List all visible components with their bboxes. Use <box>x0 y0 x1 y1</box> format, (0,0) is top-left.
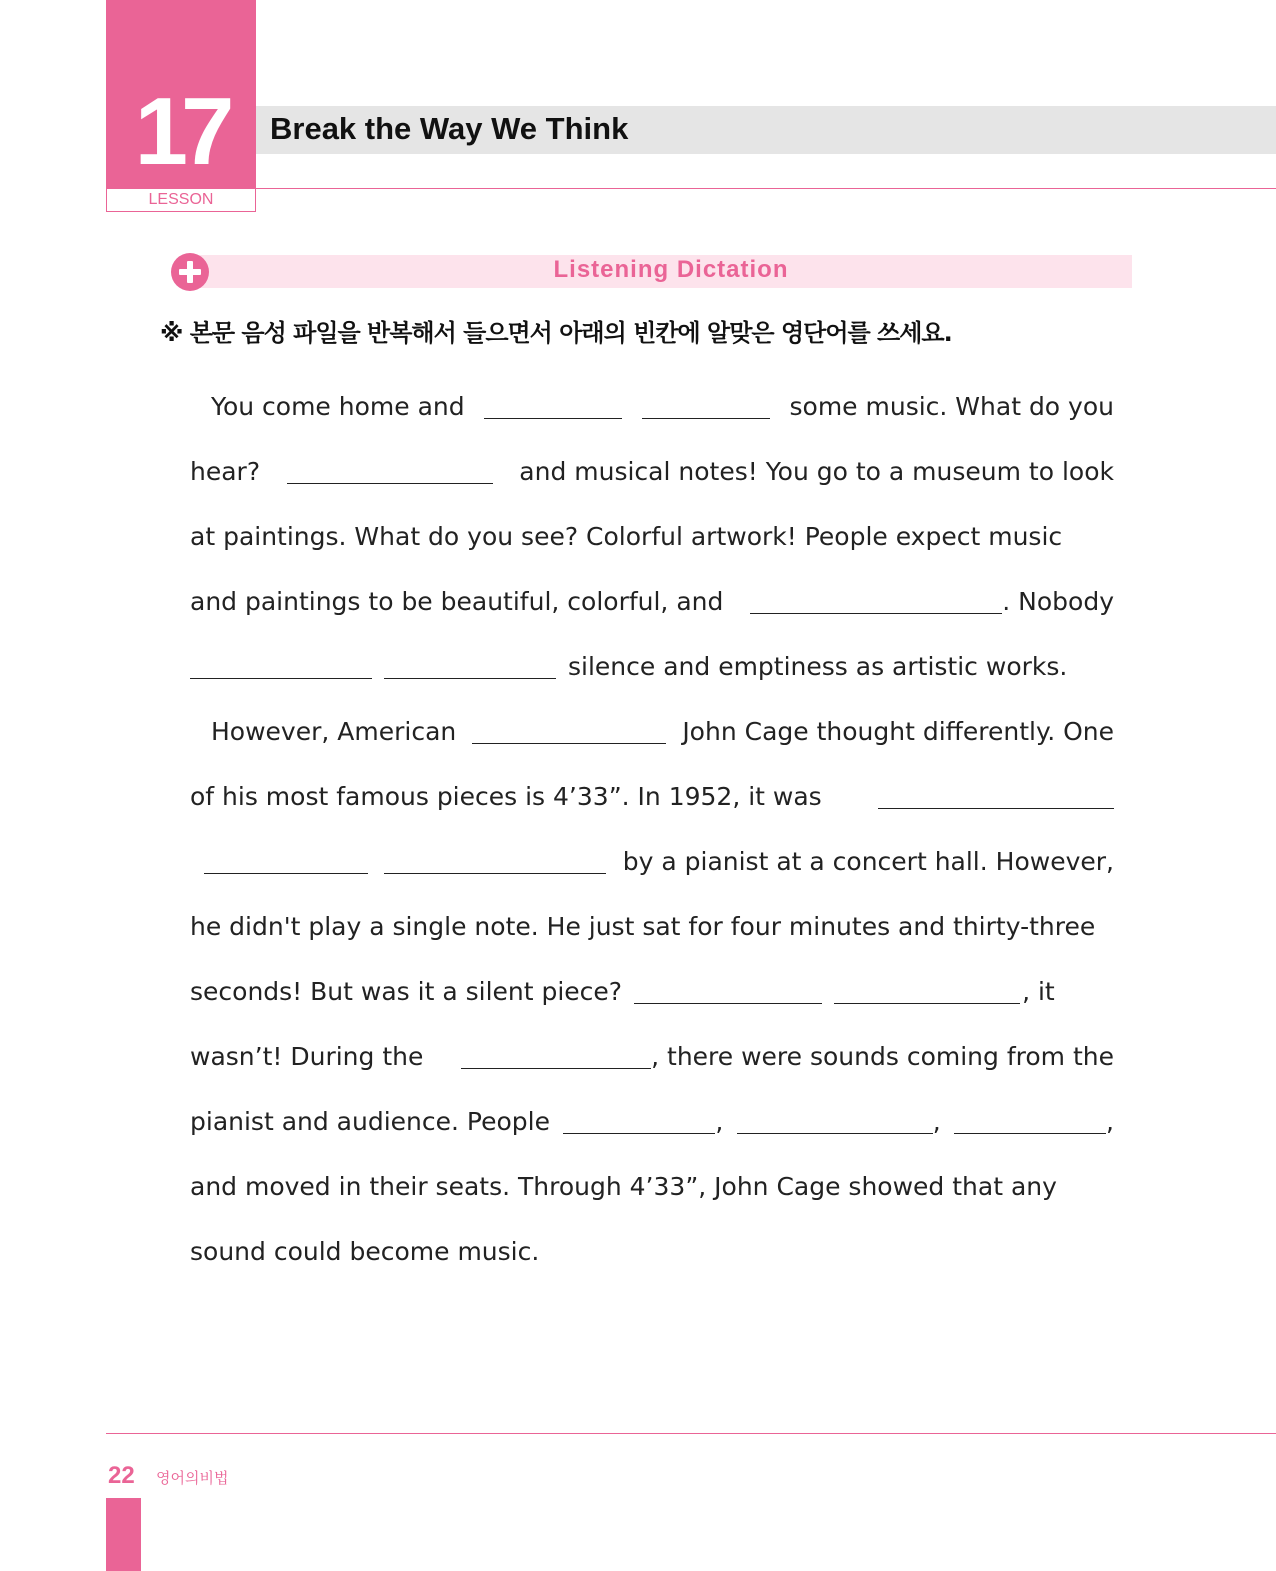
answer-blank[interactable] <box>472 743 666 744</box>
section-title: Listening Dictation <box>553 256 789 283</box>
footer-divider <box>106 1433 1276 1434</box>
answer-blank[interactable] <box>878 808 1114 809</box>
answer-blank[interactable] <box>384 873 606 874</box>
passage-text: and musical notes! You go to a museum to look <box>519 457 1114 486</box>
answer-blank[interactable] <box>204 873 368 874</box>
answer-blank[interactable] <box>190 678 372 679</box>
answer-blank[interactable] <box>484 418 622 419</box>
answer-blank[interactable] <box>461 1068 651 1069</box>
passage-line <box>204 838 1114 878</box>
passage-text: seconds! But was it a silent piece? <box>190 977 623 1006</box>
passage-text: , <box>715 1107 724 1136</box>
lesson-number: 17 <box>134 78 228 185</box>
answer-blank[interactable] <box>954 1133 1106 1134</box>
passage-text: and moved in their seats. Through 4’33”, John Cage showed that any <box>190 1172 1057 1201</box>
blank-group <box>461 1041 1114 1073</box>
answer-blank[interactable] <box>384 678 556 679</box>
passage-text: John Cage thought differently. One <box>682 717 1114 746</box>
blank-group <box>737 1106 941 1138</box>
answer-blank[interactable] <box>642 418 770 419</box>
passage-line <box>211 708 1114 748</box>
passage-text: silence and emptiness as artistic works. <box>568 652 1068 681</box>
title-divider <box>256 188 1276 189</box>
book-title: 영어의비법 <box>156 1469 229 1487</box>
instruction-text: ※ 본문 음성 파일을 반복해서 들으면서 아래의 빈칸에 알맞은 영단어를 쓰세요. <box>160 319 952 347</box>
passage-text: hear? <box>190 457 261 486</box>
passage-text: at paintings. What do you see? Colorful artwork! People expect music <box>190 522 1063 551</box>
passage-text: pianist and audience. People <box>190 1107 550 1136</box>
answer-blank[interactable] <box>287 483 493 484</box>
answer-blank[interactable] <box>634 1003 822 1004</box>
passage-line <box>190 968 1114 1008</box>
answer-blank[interactable] <box>750 613 1002 614</box>
passage-line <box>190 448 1114 488</box>
lesson-title: Break the Way We Think <box>270 111 629 146</box>
blank-group <box>954 1106 1114 1138</box>
passage-text: and paintings to be beautiful, colorful, and <box>190 587 724 616</box>
passage-line <box>190 903 1114 943</box>
passage-text: of his most famous pieces is 4’33”. In 1952, it was <box>190 782 822 811</box>
passage-text: . Nobody <box>1002 587 1114 616</box>
answer-blank[interactable] <box>834 1003 1020 1004</box>
passage-text: sound could become music. <box>190 1237 540 1266</box>
passage-line <box>190 1098 1114 1138</box>
passage-line <box>190 1228 1114 1268</box>
answer-blank[interactable] <box>737 1133 933 1134</box>
passage-line <box>190 643 1114 683</box>
passage-text: , there were sounds coming from the <box>651 1042 1114 1071</box>
passage-line <box>190 1163 1114 1203</box>
passage-text: , it <box>1022 977 1055 1006</box>
plus-circle-icon <box>171 253 209 291</box>
passage-text: some music. What do you <box>789 392 1114 421</box>
passage-text: You come home and <box>211 392 465 421</box>
passage-line <box>190 513 1114 553</box>
passage-text: he didn't play a single note. He just sat for four minutes and thirty-three <box>190 912 1096 941</box>
blank-group <box>834 976 1055 1008</box>
passage-text: wasn’t! During the <box>190 1042 424 1071</box>
answer-blank[interactable] <box>563 1133 715 1134</box>
blank-group <box>563 1106 723 1138</box>
passage-text: , <box>1106 1107 1114 1136</box>
lesson-badge <box>106 0 256 188</box>
blank-group <box>738 586 1114 618</box>
lesson-label: LESSON <box>106 188 256 212</box>
page-number: 22 <box>108 1462 135 1489</box>
passage-text: However, American <box>211 717 457 746</box>
passage-line <box>190 773 1114 813</box>
passage-line <box>190 1033 1114 1073</box>
passage-line <box>190 578 1114 618</box>
passage-text: , <box>932 1107 941 1136</box>
footer-tab <box>106 1498 141 1571</box>
passage-text: by a pianist at a concert hall. However, <box>622 847 1114 876</box>
passage-line <box>211 383 1114 423</box>
